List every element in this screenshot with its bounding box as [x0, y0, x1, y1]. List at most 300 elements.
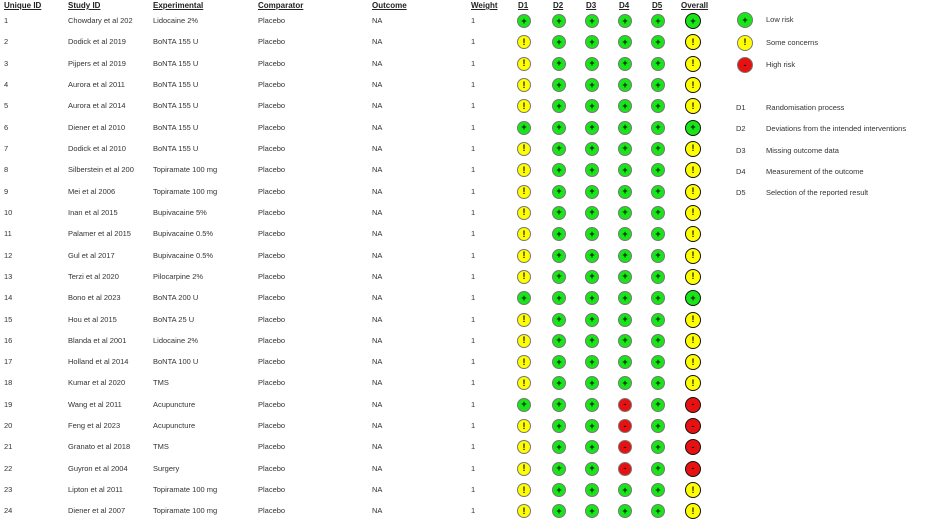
judgement-overall-low: + [685, 290, 701, 306]
cell-unique-id: 16 [4, 335, 13, 345]
judgement-low-d3: + [585, 35, 599, 49]
legend-some-symbol: ! [737, 35, 753, 51]
cell-comparator: Placebo [258, 207, 286, 217]
cell-unique-id: 14 [4, 293, 13, 303]
judgement-low-d3: + [585, 483, 599, 497]
judgement-low-d5: + [651, 14, 665, 28]
cell-comparator: Placebo [258, 122, 286, 132]
legend-domain-code: D5 [736, 188, 746, 198]
judgement-low-d2: + [552, 376, 566, 390]
judgement-overall-some: ! [685, 269, 701, 285]
cell-experimental: BoNTA 155 U [153, 80, 199, 89]
judgement-low-d5: + [651, 376, 665, 390]
cell-experimental: Lidocaine 2% [153, 335, 199, 345]
cell-outcome: NA [372, 101, 383, 111]
judgement-overall-some: ! [685, 248, 701, 264]
cell-outcome: NA [372, 293, 383, 303]
cell-outcome: NA [372, 186, 383, 196]
judgement-overall-high: - [685, 418, 701, 434]
cell-experimental: Pilocarpine 2% [153, 271, 204, 281]
judgement-overall-some: ! [685, 482, 701, 498]
judgement-low-d5: + [651, 419, 665, 433]
cell-weight: 1 [471, 250, 476, 260]
judgement-low-d4: + [618, 334, 632, 348]
judgement-low-d5: + [651, 270, 665, 284]
judgement-low-d4: + [618, 163, 632, 177]
cell-experimental: BoNTA 155 U [153, 143, 199, 153]
judgement-some-d1: ! [517, 270, 531, 284]
cell-study-id: Diener et al 2007 [68, 506, 126, 516]
legend-domain-label: Selection of the reported result [766, 188, 869, 198]
judgement-high-d4: - [618, 440, 632, 454]
cell-comparator: Placebo [258, 378, 286, 388]
cell-weight: 1 [471, 101, 476, 111]
cell-outcome: NA [372, 122, 383, 132]
cell-experimental: BoNTA 25 U [153, 314, 195, 324]
judgement-low-d4: + [618, 270, 632, 284]
cell-study-id: Kumar et al 2020 [68, 378, 126, 388]
judgement-some-d1: ! [517, 313, 531, 327]
judgement-low-d4: + [618, 78, 632, 92]
judgement-low-d5: + [651, 227, 665, 241]
judgement-overall-some: ! [685, 312, 701, 328]
cell-unique-id: 15 [4, 314, 13, 324]
cell-weight: 1 [471, 229, 476, 239]
cell-unique-id: 13 [4, 271, 13, 281]
judgement-low-d2: + [552, 504, 566, 518]
judgement-low-d2: + [552, 142, 566, 156]
cell-comparator: Placebo [258, 58, 286, 68]
judgement-low-d3: + [585, 376, 599, 390]
cell-outcome: NA [372, 80, 383, 89]
judgement-low-d3: + [585, 504, 599, 518]
cell-study-id: Mei et al 2006 [68, 186, 116, 196]
cell-outcome: NA [372, 143, 383, 153]
cell-unique-id: 3 [4, 58, 9, 68]
header-d4: D4 [619, 1, 630, 10]
cell-outcome: NA [372, 229, 383, 239]
cell-outcome: NA [372, 378, 383, 388]
cell-unique-id: 5 [4, 101, 9, 111]
cell-study-id: Guyron et al 2004 [68, 463, 128, 473]
header-d1: D1 [518, 1, 529, 10]
judgement-some-d1: ! [517, 334, 531, 348]
header-unique-id: Unique ID [4, 1, 42, 10]
cell-weight: 1 [471, 378, 476, 388]
cell-outcome: NA [372, 506, 383, 516]
cell-study-id: Dodick et al 2010 [68, 143, 126, 153]
judgement-overall-some: ! [685, 333, 701, 349]
judgement-low-d4: + [618, 206, 632, 220]
judgement-low-d3: + [585, 249, 599, 263]
judgement-overall-some: ! [685, 205, 701, 221]
judgement-some-d1: ! [517, 35, 531, 49]
cell-comparator: Placebo [258, 250, 286, 260]
judgement-some-d1: ! [517, 163, 531, 177]
cell-weight: 1 [471, 442, 476, 452]
judgement-overall-some: ! [685, 77, 701, 93]
judgement-low-d2: + [552, 398, 566, 412]
cell-experimental: Lidocaine 2% [153, 16, 199, 25]
judgement-low-d4: + [618, 483, 632, 497]
judgement-low-d5: + [651, 313, 665, 327]
cell-outcome: NA [372, 271, 383, 281]
judgement-low-d3: + [585, 462, 599, 476]
judgement-low-d3: + [585, 440, 599, 454]
cell-experimental: BoNTA 100 U [153, 357, 199, 367]
judgement-low-d2: + [552, 334, 566, 348]
cell-study-id: Dodick et al 2019 [68, 37, 126, 47]
judgement-overall-high: - [685, 439, 701, 455]
judgement-low-d2: + [552, 483, 566, 497]
cell-comparator: Placebo [258, 485, 286, 494]
legend-low-symbol: + [737, 12, 753, 28]
judgement-low-d5: + [651, 35, 665, 49]
judgement-low-d5: + [651, 249, 665, 263]
cell-study-id: Wang et al 2011 [68, 399, 122, 409]
cell-unique-id: 24 [4, 506, 13, 516]
judgement-overall-some: ! [685, 98, 701, 114]
cell-weight: 1 [471, 399, 476, 409]
header-outcome: Outcome [372, 1, 407, 10]
header-d3: D3 [586, 1, 597, 10]
cell-unique-id: 9 [4, 186, 9, 196]
cell-experimental: Acupuncture [153, 421, 196, 431]
judgement-low-d3: + [585, 419, 599, 433]
judgement-low-d2: + [552, 121, 566, 135]
judgement-low-d4: + [618, 355, 632, 369]
judgement-low-d1: + [517, 121, 531, 135]
judgement-some-d1: ! [517, 419, 531, 433]
cell-experimental: Topiramate 100 mg [153, 506, 218, 516]
cell-weight: 1 [471, 314, 476, 324]
judgement-some-d1: ! [517, 504, 531, 518]
judgement-low-d5: + [651, 78, 665, 92]
cell-study-id: Diener et al 2010 [68, 122, 126, 132]
cell-unique-id: 20 [4, 421, 13, 431]
cell-experimental: BoNTA 155 U [153, 58, 199, 68]
cell-comparator: Placebo [258, 463, 286, 473]
cell-unique-id: 19 [4, 399, 13, 409]
header-study-id: Study ID [68, 1, 101, 10]
cell-outcome: NA [372, 37, 383, 47]
judgement-low-d4: + [618, 57, 632, 71]
cell-study-id: Pijpers et al 2019 [68, 58, 126, 68]
cell-experimental: BoNTA 200 U [153, 293, 199, 303]
cell-weight: 1 [471, 357, 476, 367]
judgement-low-d2: + [552, 163, 566, 177]
judgement-low-d3: + [585, 291, 599, 305]
cell-study-id: Palamer et al 2015 [68, 229, 131, 239]
cell-study-id: Gul et al 2017 [68, 250, 115, 260]
cell-unique-id: 10 [4, 207, 13, 217]
judgement-low-d5: + [651, 163, 665, 177]
cell-experimental: TMS [153, 442, 169, 452]
judgement-some-d1: ! [517, 142, 531, 156]
judgement-overall-some: ! [685, 184, 701, 200]
cell-comparator: Placebo [258, 271, 286, 281]
judgement-low-d5: + [651, 121, 665, 135]
cell-experimental: BoNTA 155 U [153, 101, 199, 111]
judgement-some-d1: ! [517, 249, 531, 263]
cell-comparator: Placebo [258, 399, 286, 409]
judgement-overall-high: - [685, 397, 701, 413]
cell-unique-id: 6 [4, 122, 9, 132]
judgement-some-d1: ! [517, 185, 531, 199]
cell-comparator: Placebo [258, 16, 286, 25]
judgement-low-d3: + [585, 313, 599, 327]
judgement-high-d4: - [618, 398, 632, 412]
header-experimental: Experimental [153, 1, 204, 10]
cell-experimental: Acupuncture [153, 399, 196, 409]
cell-experimental: Topiramate 100 mg [153, 165, 218, 175]
cell-comparator: Placebo [258, 37, 286, 47]
cell-study-id: Chowdary et al 202 [68, 16, 133, 25]
judgement-low-d4: + [618, 14, 632, 28]
cell-unique-id: 23 [4, 485, 13, 494]
cell-experimental: Bupivacaine 0.5% [153, 250, 214, 260]
cell-outcome: NA [372, 335, 383, 345]
judgement-low-d2: + [552, 206, 566, 220]
cell-unique-id: 22 [4, 463, 13, 473]
judgement-low-d4: + [618, 291, 632, 305]
judgement-overall-some: ! [685, 226, 701, 242]
cell-study-id: Aurora et al 2011 [68, 80, 125, 89]
cell-experimental: BoNTA 155 U [153, 37, 199, 47]
cell-comparator: Placebo [258, 314, 286, 324]
judgement-low-d3: + [585, 355, 599, 369]
cell-weight: 1 [471, 421, 476, 431]
judgement-low-d2: + [552, 291, 566, 305]
judgement-low-d4: + [618, 504, 632, 518]
header-comparator: Comparator [258, 1, 304, 10]
judgement-low-d2: + [552, 440, 566, 454]
cell-comparator: Placebo [258, 101, 286, 111]
judgement-low-d2: + [552, 14, 566, 28]
cell-experimental: Bupivacaine 0.5% [153, 229, 214, 239]
judgement-low-d2: + [552, 185, 566, 199]
judgement-low-d3: + [585, 227, 599, 241]
judgement-low-d2: + [552, 99, 566, 113]
judgement-high-d4: - [618, 419, 632, 433]
judgement-overall-some: ! [685, 375, 701, 391]
judgement-low-d5: + [651, 440, 665, 454]
cell-experimental: Topiramate 100 mg [153, 485, 218, 494]
legend-domain-code: D2 [736, 124, 746, 134]
judgement-low-d2: + [552, 249, 566, 263]
judgement-low-d5: + [651, 206, 665, 220]
cell-comparator: Placebo [258, 165, 286, 175]
judgement-overall-low: + [685, 120, 701, 136]
judgement-low-d2: + [552, 419, 566, 433]
judgement-low-d5: + [651, 398, 665, 412]
legend-low-label: Low risk [766, 15, 794, 24]
legend-domain-label: Missing outcome data [766, 145, 839, 155]
cell-unique-id: 4 [4, 80, 9, 89]
cell-comparator: Placebo [258, 357, 286, 367]
cell-weight: 1 [471, 293, 476, 303]
cell-unique-id: 7 [4, 143, 9, 153]
cell-experimental: TMS [153, 378, 169, 388]
cell-weight: 1 [471, 165, 476, 175]
judgement-low-d2: + [552, 35, 566, 49]
cell-unique-id: 21 [4, 442, 13, 452]
judgement-overall-some: ! [685, 34, 701, 50]
cell-comparator: Placebo [258, 335, 286, 345]
cell-study-id: Bono et al 2023 [68, 293, 121, 303]
cell-unique-id: 11 [4, 229, 12, 239]
cell-unique-id: 12 [4, 250, 13, 260]
judgement-low-d2: + [552, 270, 566, 284]
cell-outcome: NA [372, 421, 383, 431]
cell-outcome: NA [372, 463, 383, 473]
judgement-some-d1: ! [517, 227, 531, 241]
cell-weight: 1 [471, 485, 476, 494]
judgement-low-d4: + [618, 376, 632, 390]
cell-outcome: NA [372, 399, 383, 409]
cell-study-id: Hou et al 2015 [68, 314, 117, 324]
cell-weight: 1 [471, 16, 476, 25]
judgement-some-d1: ! [517, 355, 531, 369]
judgement-low-d5: + [651, 355, 665, 369]
cell-weight: 1 [471, 37, 476, 47]
judgement-low-d2: + [552, 462, 566, 476]
cell-experimental: Topiramate 100 mg [153, 186, 218, 196]
judgement-some-d1: ! [517, 376, 531, 390]
judgement-some-d1: ! [517, 99, 531, 113]
cell-weight: 1 [471, 122, 476, 132]
judgement-low-d1: + [517, 398, 531, 412]
judgement-low-d4: + [618, 121, 632, 135]
legend-some-label: Some concerns [766, 37, 819, 47]
cell-study-id: Blanda et al 2001 [68, 335, 127, 345]
judgement-low-d3: + [585, 99, 599, 113]
cell-weight: 1 [471, 463, 476, 473]
cell-weight: 1 [471, 80, 476, 89]
judgement-low-d4: + [618, 249, 632, 263]
header-d2: D2 [553, 1, 564, 10]
cell-weight: 1 [471, 58, 476, 68]
judgement-some-d1: ! [517, 462, 531, 476]
cell-experimental: BoNTA 155 U [153, 122, 199, 132]
cell-outcome: NA [372, 165, 383, 175]
judgement-low-d4: + [618, 227, 632, 241]
judgement-low-d4: + [618, 185, 632, 199]
judgement-low-d5: + [651, 334, 665, 348]
judgement-low-d3: + [585, 398, 599, 412]
judgement-low-d3: + [585, 142, 599, 156]
cell-outcome: NA [372, 16, 383, 25]
judgement-low-d3: + [585, 78, 599, 92]
judgement-low-d2: + [552, 313, 566, 327]
cell-comparator: Placebo [258, 506, 286, 516]
cell-outcome: NA [372, 250, 383, 260]
judgement-low-d2: + [552, 78, 566, 92]
judgement-overall-some: ! [685, 141, 701, 157]
judgement-low-d4: + [618, 313, 632, 327]
judgement-some-d1: ! [517, 57, 531, 71]
judgement-low-d5: + [651, 57, 665, 71]
legend-domain-code: D3 [736, 145, 746, 155]
judgement-low-d4: + [618, 99, 632, 113]
cell-outcome: NA [372, 357, 383, 367]
legend-domain-label: Deviations from the intended interventions [766, 124, 907, 134]
cell-comparator: Placebo [258, 143, 286, 153]
cell-study-id: Terzi et al 2020 [68, 271, 119, 281]
cell-weight: 1 [471, 186, 476, 196]
judgement-low-d5: + [651, 462, 665, 476]
cell-experimental: Bupivacaine 5% [153, 207, 207, 217]
judgement-overall-low: + [685, 13, 701, 29]
cell-outcome: NA [372, 485, 383, 494]
judgement-low-d3: + [585, 163, 599, 177]
cell-study-id: Lipton et al 2011 [68, 485, 123, 494]
judgement-low-d2: + [552, 355, 566, 369]
legend-domain-label: Measurement of the outcome [766, 166, 864, 176]
cell-study-id: Silberstein et al 200 [68, 165, 134, 175]
judgement-overall-some: ! [685, 56, 701, 72]
judgement-low-d2: + [552, 57, 566, 71]
judgement-low-d3: + [585, 57, 599, 71]
judgement-low-d5: + [651, 504, 665, 518]
cell-comparator: Placebo [258, 293, 286, 303]
judgement-low-d1: + [517, 291, 531, 305]
judgement-overall-high: - [685, 461, 701, 477]
judgement-low-d4: + [618, 35, 632, 49]
judgement-low-d5: + [651, 483, 665, 497]
cell-outcome: NA [372, 58, 383, 68]
judgement-low-d3: + [585, 334, 599, 348]
judgement-low-d3: + [585, 206, 599, 220]
cell-comparator: Placebo [258, 229, 286, 239]
header-weight: Weight [471, 1, 498, 10]
judgement-some-d1: ! [517, 78, 531, 92]
header-d5: D5 [652, 1, 663, 10]
judgement-low-d2: + [552, 227, 566, 241]
cell-comparator: Placebo [258, 186, 286, 196]
cell-outcome: NA [372, 314, 383, 324]
cell-unique-id: 2 [4, 37, 9, 47]
judgement-low-d3: + [585, 185, 599, 199]
legend-domain-code: D1 [736, 103, 746, 112]
cell-study-id: Holland et al 2014 [68, 357, 129, 367]
cell-study-id: Inan et al 2015 [68, 207, 118, 217]
judgement-low-d5: + [651, 142, 665, 156]
judgement-low-d1: + [517, 14, 531, 28]
cell-unique-id: 8 [4, 165, 9, 175]
cell-comparator: Placebo [258, 442, 286, 452]
judgement-low-d5: + [651, 99, 665, 113]
judgement-low-d3: + [585, 121, 599, 135]
legend-domain-code: D4 [736, 166, 746, 176]
cell-comparator: Placebo [258, 421, 286, 431]
cell-weight: 1 [471, 207, 476, 217]
cell-weight: 1 [471, 506, 476, 516]
legend-domain-label: Randomisation process [766, 103, 845, 112]
judgement-overall-some: ! [685, 503, 701, 519]
cell-experimental: Surgery [153, 463, 180, 473]
cell-outcome: NA [372, 442, 383, 452]
cell-study-id: Aurora et al 2014 [68, 101, 126, 111]
judgement-some-d1: ! [517, 440, 531, 454]
cell-outcome: NA [372, 207, 383, 217]
cell-weight: 1 [471, 271, 476, 281]
cell-comparator: Placebo [258, 80, 286, 89]
judgement-overall-some: ! [685, 354, 701, 370]
judgement-low-d3: + [585, 270, 599, 284]
judgement-some-d1: ! [517, 206, 531, 220]
judgement-low-d3: + [585, 14, 599, 28]
